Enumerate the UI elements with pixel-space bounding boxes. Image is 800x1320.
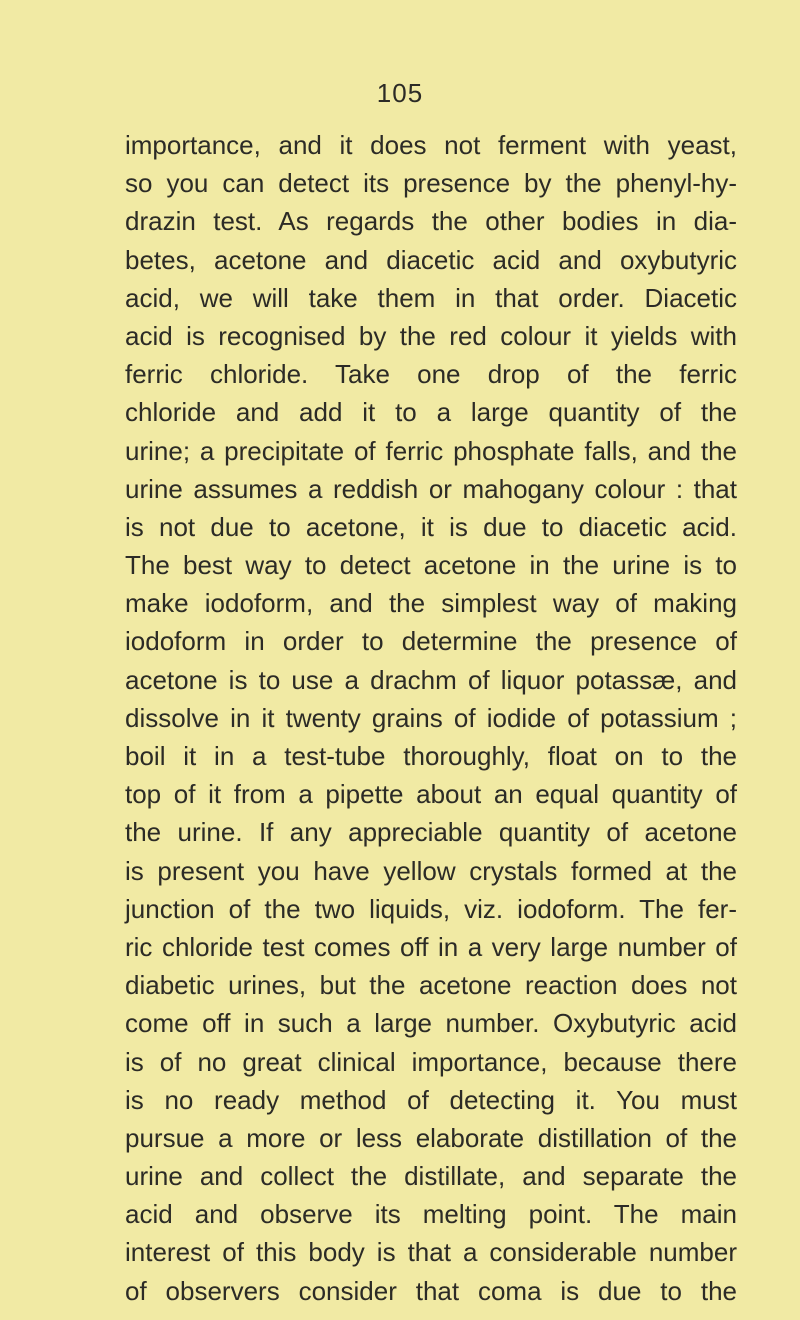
text-line: acetone is to use a drachm of liquor potassæ, and <box>125 664 737 695</box>
text-line: acid, we will take them in that order. Diacetic <box>125 282 737 313</box>
text-line: is not due to acetone, it is due to diacetic acid. <box>125 511 737 542</box>
text-line: is of no great clinical importance, because there <box>125 1046 737 1077</box>
text-line: so you can detect its presence by the phenyl-hy- <box>125 168 737 199</box>
text-line: interest of this body is that a considerable number <box>125 1237 737 1268</box>
text-line: top of it from a pipette about an equal quantity of <box>125 779 737 810</box>
text-line: of observers consider that coma is due to the <box>125 1275 737 1306</box>
text-line: is present you have yellow crystals formed at the <box>125 855 737 886</box>
text-line: make iodoform, and the simplest way of making <box>125 588 737 619</box>
text-line: ric chloride test comes off in a very large number of <box>125 931 737 962</box>
text-line: iodoform in order to determine the presence of <box>125 626 737 657</box>
text-line: acid is recognised by the red colour it yields with <box>125 320 737 351</box>
page-number: 105 <box>376 78 424 108</box>
text-line: diabetic urines, but the acetone reaction does not <box>125 970 737 1001</box>
text-line: betes, acetone and diacetic acid and oxybutyric <box>125 244 737 275</box>
text-line: acid and observe its melting point. The main <box>125 1199 737 1230</box>
text-line: drazin test. As regards the other bodies in dia- <box>125 206 737 237</box>
text-line: urine and collect the distillate, and separate the <box>125 1161 737 1192</box>
text-line: come off in such a large number. Oxybutyric acid <box>125 1008 737 1039</box>
text-line: is no ready method of detecting it. You must <box>125 1084 737 1115</box>
text-line: dissolve in it twenty grains of iodide of potassium ; <box>125 702 737 733</box>
text-line: urine assumes a reddish or mahogany colour : that <box>125 473 737 504</box>
text-line: chloride and add it to a large quantity of the <box>125 397 737 428</box>
text-line: the urine. If any appreciable quantity of acetone <box>125 817 737 848</box>
text-line: ferric chloride. Take one drop of the ferric <box>125 359 737 390</box>
text-line: The best way to detect acetone in the urine is to <box>125 550 737 581</box>
text-line: boil it in a test-tube thoroughly, float on to the <box>125 741 737 771</box>
body-text <box>125 126 737 1310</box>
text-line: pursue a more or less elaborate distillation of the <box>125 1122 737 1153</box>
text-line: importance, and it does not ferment with yeast, <box>125 130 737 160</box>
text-line: junction of the two liquids, viz. iodoform. The fer- <box>125 893 737 924</box>
text-line: urine; a precipitate of ferric phosphate falls, and the <box>125 435 737 466</box>
